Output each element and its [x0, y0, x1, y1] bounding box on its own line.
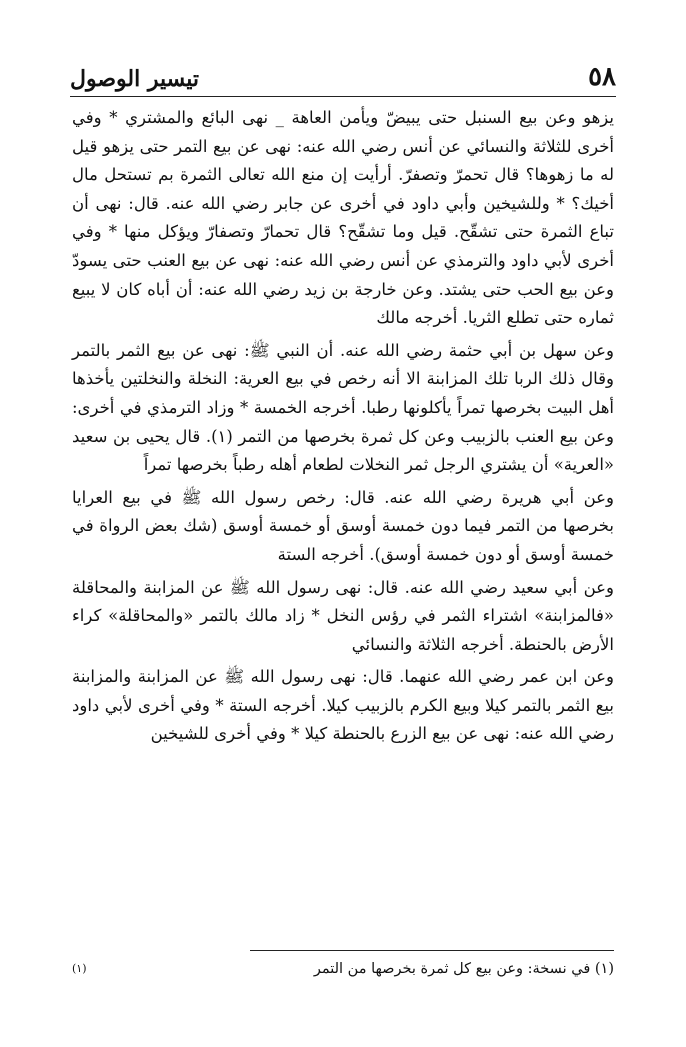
footnote-rule	[250, 950, 614, 951]
body-text	[72, 104, 614, 753]
running-title: تيسير الوصول	[70, 66, 200, 92]
paragraph: وعن أبي سعيد رضي الله عنه. قال: نهى رسول الله ﷺ عن المزابنة والمحاقلة «فالمزابنة» اشتراء الثمر في رؤس النخل * زاد مالك بالتمر «والمحاقلة» كراء الأرض بالحنطة. أخرجه الثلاثة والنسائي	[72, 577, 614, 654]
paragraph: وعن أبي هريرة رضي الله عنه. قال: رخص رسول الله ﷺ في بيع العرايا بخرصها من التمر فيما دون خمسة أوسق أو خمسة أوسق (شك بعض الرواة في خمسة أوسق أو دون خمسة أوسق). أخرجه الستة	[72, 487, 614, 564]
paragraph: وعن ابن عمر رضي الله عنهما. قال: نهى رسول الله ﷺ عن المزابنة والمزابنة بيع الثمر بالتمر كيلا وبيع الكرم بالزبيب كيلا. أخرجه الستة * وفي أخرى لأبي داود رضي الله عنه: نهى عن بيع الزرع بالحنطة كيلا * وفي أخرى للشيخين	[72, 667, 614, 744]
header-rule	[70, 96, 616, 97]
paragraph: وعن سهل بن أبي حثمة رضي الله عنه. أن النبي ﷺ: نهى عن بيع الثمر بالتمر وقال ذلك الربا تلك المزابنة الا أنه رخص في بيع العرية: النخلة والنخلتين يأخذها أهل البيت بخرصها تمراً يأكلونها رطبا. أخرجه الخمسة * وزاد الترمذي في أخرى: وعن بيع العنب بالزبيب وعن كل ثمرة بخرصها من التمر (١). قال يحيى بن سعيد «العرية» أن يشتري الرجل ثمر النخلات لطعام أهله رطباً بخرصها تمراً	[72, 340, 614, 475]
page-number: ٥٨	[588, 62, 616, 92]
page-header	[70, 50, 616, 92]
footnotes	[72, 958, 614, 980]
paragraph: يزهو وعن بيع السنبل حتى يبيضّ ويأمن العاهة _ نهى البائع والمشتري * وفي أخرى للثلاثة والنسائي عن أنس رضي الله عنه: نهى عن بيع التمر حتى يزهو قيل له ما زهوها؟ قال تحمرّ وتصفرّ. أرأيت إن منع الله تعالى الثمرة بم تستحل مال أخيك؟ * وللشيخين وأبي داود في أخرى عن جابر رضي الله عنه. قال: نهى أن تباع الثمرة حتى تشقّح. قيل وما تشقّح؟ قال تحمارّ وتصفارّ ويؤكل منها * وفي أخرى لأبي داود والترمذي عن أنس رضي الله عنه: نهى عن بيع العنب حتى يسودّ وعن بيع الحب حتى يشتد. وعن خارجة بن زيد رضي الله عنه: أن أباه كان لا يبيع ثماره حتى تطلع الثريا. أخرجه مالك	[72, 108, 614, 328]
footnote-page-marker: (١)	[72, 962, 87, 975]
footnote-text: (١) في نسخة: وعن بيع كل ثمرة بخرصها من التمر	[313, 961, 614, 977]
